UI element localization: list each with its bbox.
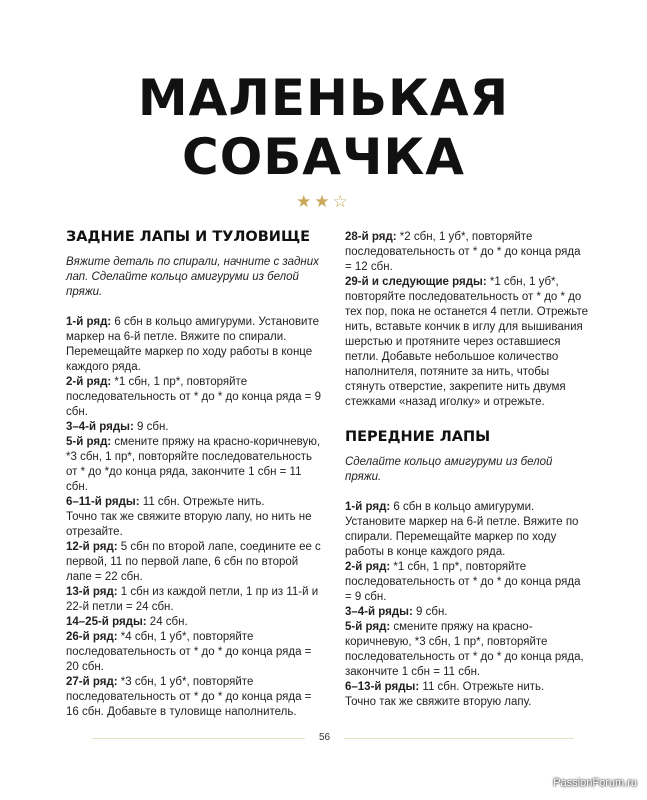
row-text: 24 сбн.	[146, 616, 188, 628]
instruction-row	[345, 560, 590, 605]
instruction-row	[66, 630, 322, 675]
instruction-row	[345, 605, 590, 620]
row-text: *3 сбн, 1 уб*, повторяйте последовательность от * до * до конца ряда = 16 сбн. Добавьте в туловище наполнитель.	[66, 676, 312, 718]
row-text: Точно так же свяжите вторую лапу, но нить не отрезайте.	[66, 511, 312, 538]
footer-divider-left	[92, 738, 305, 739]
row-text: 6 сбн в кольцо амигуруми. Установите маркер на 6-й петле. Вяжите по спирали. Перемещайте маркер по ходу работы в конце каждого ряда.	[345, 501, 579, 558]
instruction-row	[345, 500, 590, 560]
row-text: 9 сбн.	[412, 606, 448, 618]
instruction-row	[66, 675, 322, 720]
row-label: 29-й и следующие ряды:	[345, 276, 487, 288]
instruction-row	[66, 375, 322, 420]
instruction-row	[345, 620, 590, 680]
row-label: 1-й ряд:	[345, 501, 391, 513]
row-label: 3–4-й ряды:	[345, 606, 413, 618]
row-text: 6 сбн в кольцо амигуруми. Установите маркер на 6-й петле. Вяжите по спирали. Перемещайте маркер по ходу работы в конце каждого ряда.	[66, 316, 320, 373]
row-label: 5-й ряд:	[66, 436, 112, 448]
row-text: *1 сбн, 1 пр*, повторяйте последовательность от * до * до конца ряда = 9 сбн.	[345, 561, 581, 603]
row-label: 6–11-й ряды:	[66, 496, 140, 508]
row-label: 14–25-й ряды:	[66, 616, 147, 628]
row-label: 5-й ряд:	[345, 621, 391, 633]
instruction-row	[66, 585, 322, 615]
row-text: *2 сбн, 1 уб*, повторяйте последовательность от * до * до конца ряда = 12 сбн.	[345, 231, 581, 273]
row-text: смените пряжу на красно-коричневую, *3 сбн, 1 пр*, повторяйте последовательность от * до * до конца ряда, закончите 1 сбн = 11 сбн.	[345, 621, 584, 678]
instruction-list	[345, 500, 590, 710]
instruction-row	[66, 510, 322, 540]
star-filled-icon: ★★	[296, 192, 333, 212]
instruction-row	[345, 275, 590, 410]
row-text: Точно так же свяжите вторую лапу.	[345, 696, 532, 708]
instruction-row	[345, 680, 590, 695]
section-heading-front-legs: ПЕРЕДНИЕ ЛАПЫ	[345, 429, 491, 445]
instruction-row	[66, 315, 322, 375]
right-column	[345, 230, 590, 710]
row-label: 13-й ряд:	[66, 586, 118, 598]
instruction-row	[66, 540, 322, 585]
instruction-list-continued	[345, 230, 590, 410]
row-text: 9 сбн.	[133, 421, 169, 433]
difficulty-rating	[0, 192, 647, 212]
row-text: 11 сбн. Отрежьте нить.	[139, 496, 265, 508]
row-label: 1-й ряд:	[66, 316, 112, 328]
section-intro: Вяжите деталь по спирали, начните с задних лап. Сделайте кольцо амигуруми из белой пряжи.	[66, 256, 319, 298]
row-label: 2-й ряд:	[345, 561, 391, 573]
section-heading-hind-legs-body: ЗАДНИЕ ЛАПЫ И ТУЛОВИЩЕ	[66, 229, 311, 245]
footer-divider-right	[344, 738, 574, 739]
instruction-row	[66, 420, 322, 435]
row-text: *4 сбн, 1 уб*, повторяйте последовательность от * до * до конца ряда = 20 сбн.	[66, 631, 312, 673]
row-label: 3–4-й ряды:	[66, 421, 134, 433]
star-empty-icon: ☆	[332, 192, 351, 212]
left-column	[66, 228, 322, 720]
instruction-row	[345, 695, 590, 710]
row-label: 27-й ряд:	[66, 676, 118, 688]
row-text: 5 сбн по второй лапе, соедините ее с первой, 11 по первой лапе, 6 сбн по второй лапе = 22 сбн.	[66, 541, 321, 583]
row-label: 2-й ряд:	[66, 376, 112, 388]
row-text: смените пряжу на красно-коричневую, *3 сбн, 1 пр*, повторяйте последовательность от * до *до конца ряда, закончите 1 сбн = 11 сбн.	[66, 436, 321, 493]
row-label: 28-й ряд:	[345, 231, 397, 243]
row-text: 1 сбн из каждой петли, 1 пр из 11-й и 22-й петли = 24 сбн.	[66, 586, 319, 613]
row-text: 11 сбн. Отрежьте нить.	[419, 681, 545, 693]
row-text: *1 сбн, 1 уб*, повторяйте последовательность от * до * до тех пор, пока не останется 4 петли. Отрежьте нить, вставьте кончик в иглу для вышивания шерстью и протяните через оставшиеся петли. Добавьте небольшое количество наполнителя, потяните за нить, чтобы стянуть отверстие, закрепите нить двумя стежками «назад иголку» и отрежьте.	[345, 276, 588, 408]
row-label: 26-й ряд:	[66, 631, 118, 643]
instruction-row	[345, 230, 590, 275]
row-label: 12-й ряд:	[66, 541, 118, 553]
section-intro: Сделайте кольцо амигуруми из белой пряжи.	[345, 456, 553, 483]
instruction-row	[66, 435, 322, 495]
row-text: *1 сбн, 1 пр*, повторяйте последовательность от * до * до конца ряда = 9 сбн.	[66, 376, 321, 418]
instruction-row	[66, 495, 322, 510]
instruction-list	[66, 315, 322, 720]
instruction-row	[66, 615, 322, 630]
page-title-line-1: МАЛЕНЬКАЯ	[137, 69, 510, 127]
page-title-line-2: СОБАЧКА	[182, 128, 465, 186]
watermark: PassionForum.ru	[553, 777, 637, 789]
page-number: 56	[318, 732, 331, 743]
row-label: 6–13-й ряды:	[345, 681, 420, 693]
